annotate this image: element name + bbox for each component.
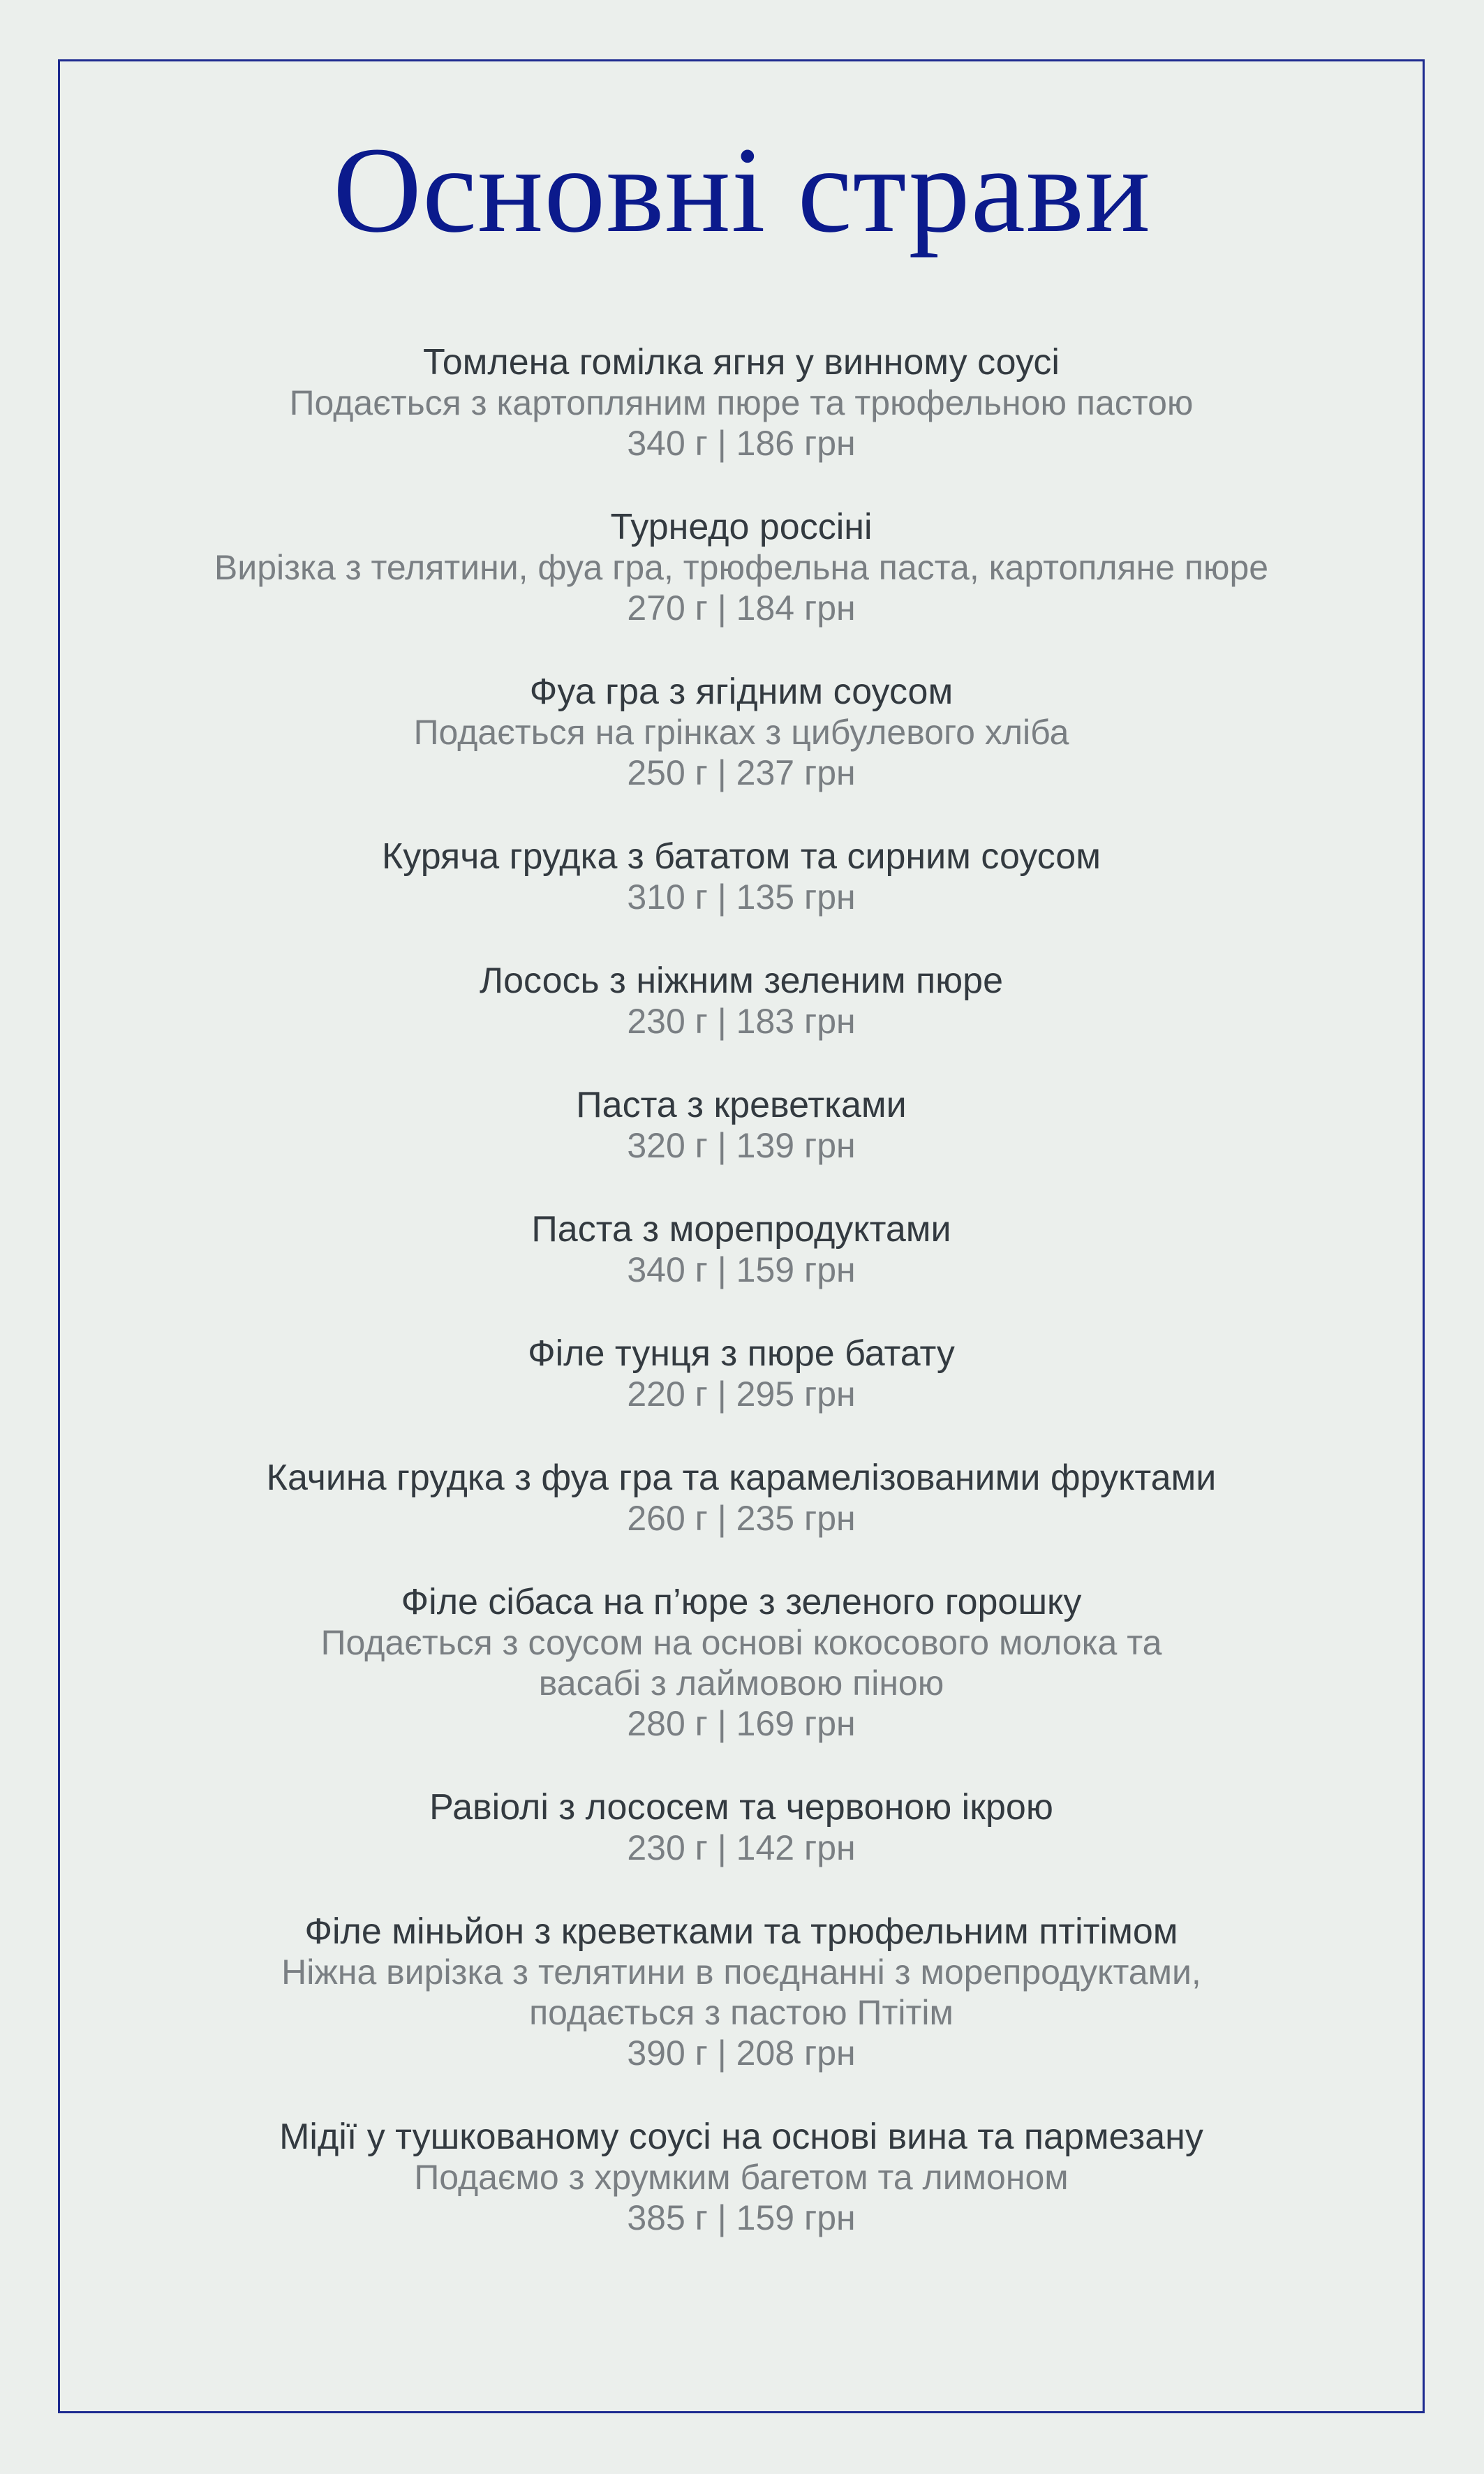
dish-description: Подаємо з хрумким багетом та лимоном <box>414 2158 1069 2197</box>
dish-description: Вирізка з телятини, фуа гра, трюфельна паста, картопляне пюре <box>214 548 1269 587</box>
dish-price: 390 г | 208 грн <box>627 2034 856 2073</box>
dish-description: Ніжна вирізка з телятини в поєднанні з морепродуктами, <box>281 1953 1201 1992</box>
dish-price: 280 г | 169 грн <box>627 1704 856 1743</box>
dish-price: 260 г | 235 грн <box>627 1499 856 1538</box>
dish-name: Філе міньйон з креветками та трюфельним птітімом <box>304 1911 1178 1952</box>
dish-name: Фуа гра з ягідним соусом <box>529 672 954 712</box>
menu-item <box>58 672 1425 793</box>
dish-name: Турнедо россіні <box>610 507 873 547</box>
menu-item <box>58 1333 1425 1414</box>
dish-price: 310 г | 135 грн <box>627 877 856 917</box>
dish-name: Качина грудка з фуа гра та карамелізованими фруктами <box>266 1458 1217 1498</box>
dish-price: 340 г | 186 грн <box>627 424 856 463</box>
menu-item <box>58 1911 1425 2073</box>
dish-price: 270 г | 184 грн <box>627 588 856 628</box>
dish-price: 230 г | 183 грн <box>627 1002 856 1041</box>
dish-name: Мідії у тушкованому соусі на основі вина та пармезану <box>279 2117 1203 2157</box>
dish-price: 230 г | 142 грн <box>627 1828 856 1867</box>
dish-name: Паста з креветками <box>576 1085 907 1125</box>
dish-description: подається з пастою Птітім <box>529 1993 954 2032</box>
dish-list <box>58 342 1425 2281</box>
dish-name: Равіолі з лососем та червоною ікрою <box>429 1787 1053 1828</box>
dish-name: Філе тунця з пюре батату <box>528 1333 955 1374</box>
dish-name: Томлена гомілка ягня у винному соусі <box>423 342 1060 383</box>
menu-item <box>58 1582 1425 1744</box>
menu-item <box>58 961 1425 1042</box>
dish-name: Лосось з ніжним зеленим пюре <box>479 961 1004 1001</box>
dish-price: 385 г | 159 грн <box>627 2198 856 2237</box>
dish-name: Філе сібаса на п’юре з зеленого горошку <box>401 1582 1082 1622</box>
dish-price: 220 г | 295 грн <box>627 1375 856 1414</box>
dish-description: Подається з картопляним пюре та трюфельною пастою <box>289 383 1194 422</box>
dish-description: Подається з соусом на основі кокосового молока та <box>320 1623 1162 1662</box>
menu-item <box>58 342 1425 464</box>
dish-description: Подається на грінках з цибулевого хліба <box>413 713 1069 752</box>
dish-price: 250 г | 237 грн <box>627 753 856 792</box>
dish-price: 320 г | 139 грн <box>627 1126 856 1165</box>
dish-name: Паста з морепродуктами <box>531 1209 951 1250</box>
page-title: Основні страви <box>332 122 1152 258</box>
menu-item <box>58 1458 1425 1539</box>
menu-item <box>58 836 1425 917</box>
dish-price: 340 г | 159 грн <box>627 1250 856 1289</box>
menu-item <box>58 1209 1425 1290</box>
dish-name: Куряча грудка з бататом та сирним соусом <box>382 836 1101 877</box>
menu-item <box>58 2117 1425 2238</box>
menu-item <box>58 1787 1425 1868</box>
menu-item <box>58 507 1425 628</box>
menu-item <box>58 1085 1425 1166</box>
dish-description: васабі з лаймовою піною <box>538 1664 944 1703</box>
